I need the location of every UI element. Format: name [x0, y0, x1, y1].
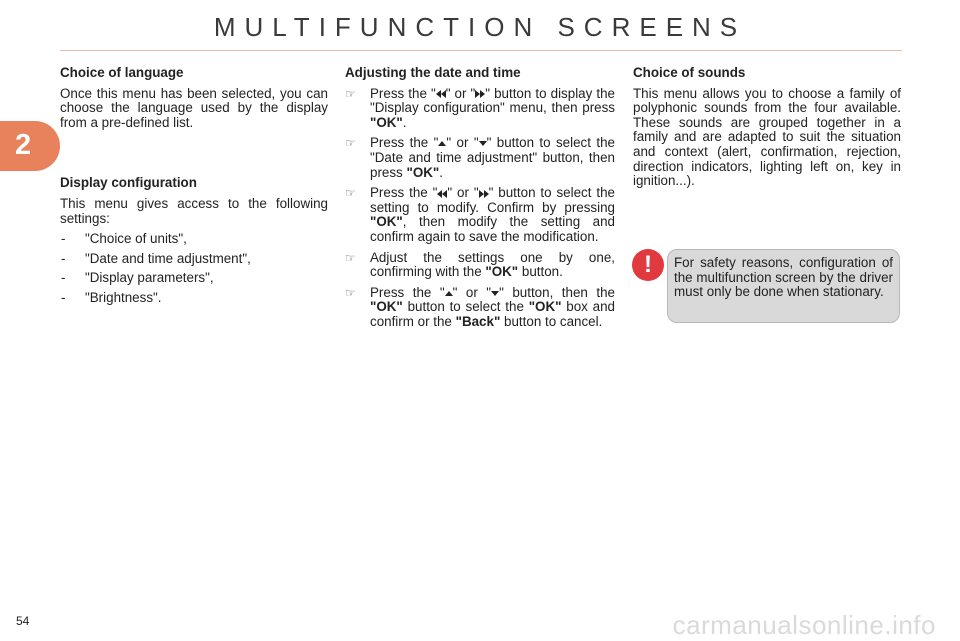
pointing-hand-icon: ☞ [345, 86, 356, 101]
pointing-hand-icon: ☞ [345, 250, 356, 265]
column-middle [345, 66, 615, 336]
arrow-up-icon [445, 291, 453, 296]
language-heading: Choice of language [60, 65, 184, 80]
chapter-tab [0, 121, 60, 171]
exclamation-icon: ! [632, 249, 664, 281]
list-item: ☞ Press the " " or " " button to select the "Date and time adjustment" button, then press "OK". [345, 135, 615, 180]
watermark: carmanualsonline.info [672, 610, 936, 640]
page-title: MULTIFUNCTION SCREENS [213, 12, 747, 42]
list-item: - "Brightness". [60, 291, 328, 306]
display-heading: Display configuration [60, 175, 197, 191]
date-time-heading: Adjusting the date and time [345, 65, 521, 80]
list-item: - "Display parameters", [60, 271, 328, 286]
language-text: Once this menu has been selected, you can choose the language used by the display from a pre-defined list. [60, 85, 328, 130]
arrow-down-icon [491, 291, 499, 296]
title-divider [60, 50, 902, 51]
page-number: 54 [16, 614, 30, 628]
list-item: - "Choice of units", [60, 232, 328, 247]
pointing-hand-icon: ☞ [345, 285, 356, 300]
arrow-down-icon [479, 141, 487, 146]
display-settings-list [60, 232, 328, 305]
pointing-hand-icon: ☞ [345, 186, 356, 201]
date-time-steps [345, 87, 615, 330]
column-right [633, 66, 901, 195]
list-item: ☞ Press the " " or " " button to select the setting to modify. Confirm by pressing "OK", then modify the setting and confirm again to save the modification. [345, 185, 615, 244]
chapter-number: 2 [15, 129, 32, 161]
list-item: - "Date and time adjustment", [60, 252, 328, 267]
safety-warning-box: For safety reasons, configuration of the multifunction screen by the driver must only be done when stationary. [667, 249, 900, 323]
list-item: ☞ Press the " " or " " button to display the "Display configuration" menu, then press "OK". [345, 85, 615, 130]
column-left [60, 66, 328, 311]
sounds-text: This menu allows you to choose a family of polyphonic sounds from the four available. These sounds are grouped together in a family and are adapted to suit the situation and context (alert, confirmation, rejection, direction indicators, lighting left on, key in ignition...). [633, 85, 901, 189]
pointing-hand-icon: ☞ [345, 136, 356, 151]
list-item: ☞ Adjust the settings one by one, confirming with the "OK" button. [345, 249, 615, 280]
display-text: This menu gives access to the following settings: [60, 195, 328, 226]
list-item: ☞ Press the " " or " " button, then the "OK" button to select the "OK" box and confirm or the "Back" button to cancel. [345, 284, 615, 329]
sounds-heading: Choice of sounds [633, 65, 746, 80]
